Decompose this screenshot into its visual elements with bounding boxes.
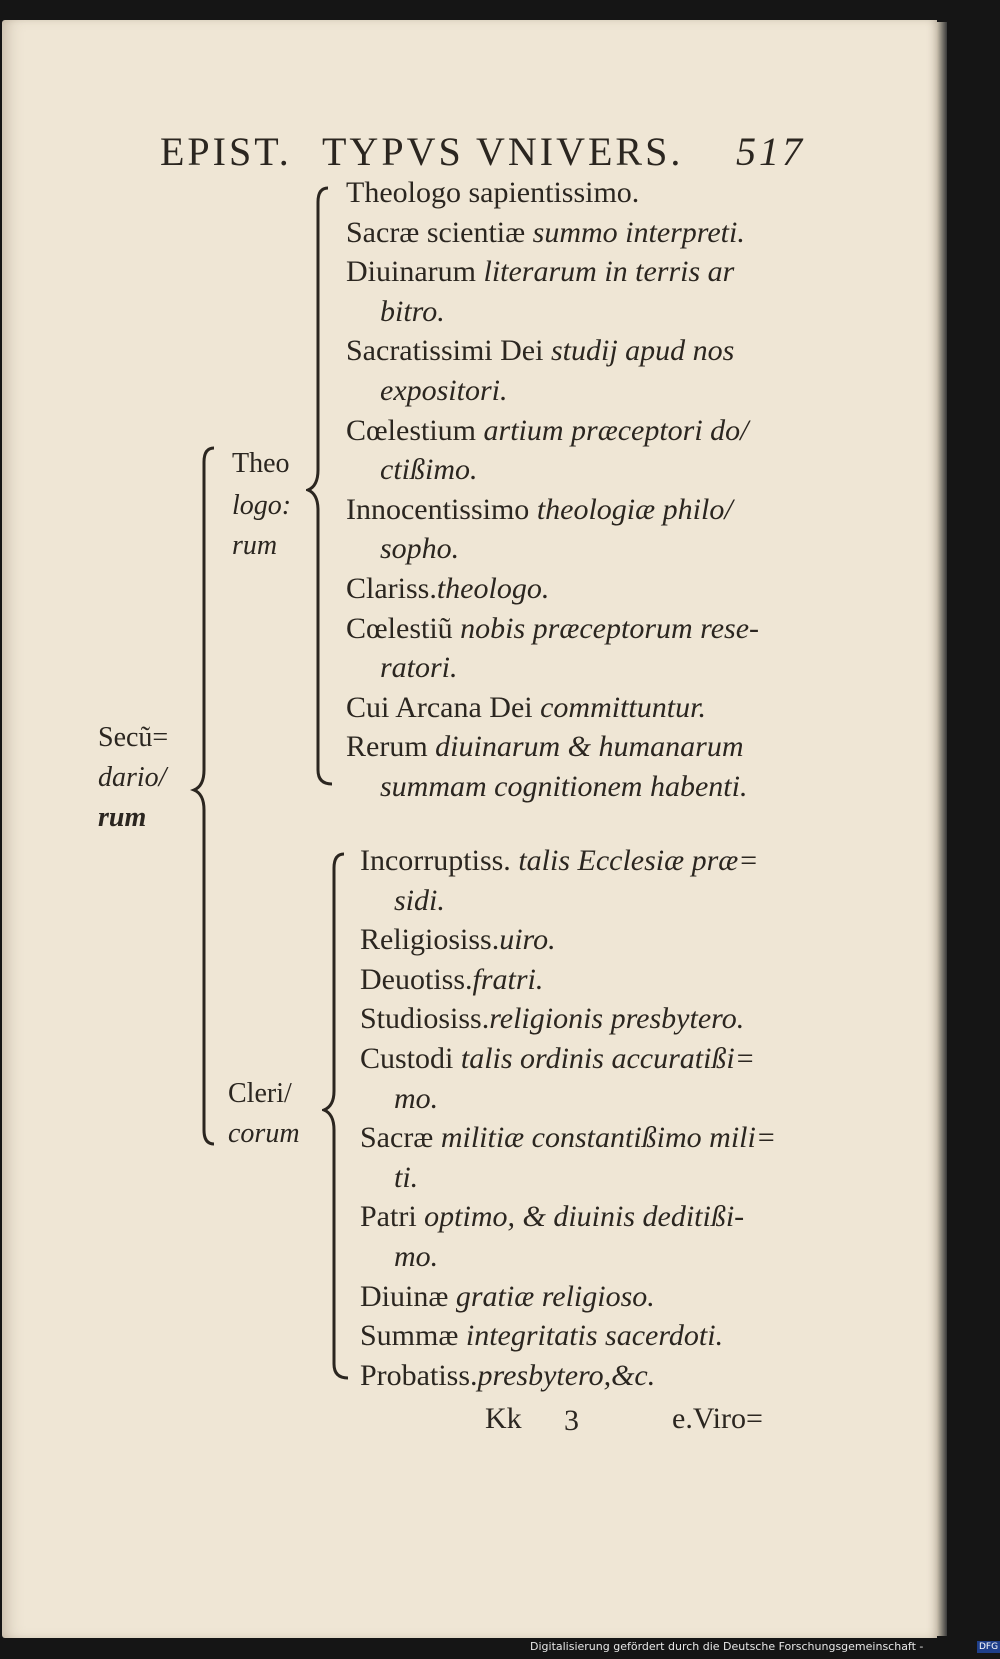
- entry-roman-text: Innocentissimo: [346, 492, 537, 526]
- entry-italic-text: mo.: [394, 1240, 439, 1273]
- entry-line: [360, 1121, 776, 1155]
- entry-italic-text: sopho.: [380, 532, 460, 566]
- entry-roman-text: Patri: [360, 1200, 425, 1234]
- entry-roman-text: Rerum: [346, 730, 436, 764]
- entry-line: [360, 1200, 744, 1234]
- entry-line: [346, 493, 733, 527]
- entry-line: [346, 334, 734, 368]
- entry-italic-text: expositori.: [380, 374, 508, 407]
- entry-line: [360, 1359, 655, 1393]
- entry-roman-text: Sacræ scientiæ: [346, 215, 533, 249]
- entry-italic-text: militiæ constantißimo mili=: [440, 1121, 777, 1155]
- entry-line: [394, 884, 445, 918]
- entry-roman-text: Deuotiss.: [360, 962, 473, 996]
- page-number: 517: [736, 129, 805, 174]
- signature-mark: Kk: [485, 1402, 522, 1435]
- entry-line: [394, 1240, 438, 1274]
- entry-line: [380, 453, 478, 487]
- entry-roman-text: Cœlestium: [346, 413, 484, 447]
- group1-brace: [306, 180, 342, 790]
- entry-roman-text: Diuinarum: [346, 255, 484, 289]
- outer-brace: [190, 440, 230, 1150]
- entry-line: [380, 532, 459, 566]
- group1-label-line1: Theo: [232, 448, 290, 479]
- outer-label-line3: rum: [98, 802, 147, 833]
- entry-line: [346, 572, 549, 606]
- dfg-logo: DFG: [979, 1642, 999, 1652]
- entry-roman-text: Cui Arcana Dei: [346, 690, 541, 724]
- entry-italic-text: bitro.: [380, 294, 445, 328]
- entry-italic-text: theologiæ philo/: [536, 492, 733, 526]
- entry-line: [346, 730, 744, 764]
- entry-roman-text: Probatiss.: [360, 1358, 478, 1392]
- group2-label-line1: Cleri/: [228, 1078, 292, 1109]
- entry-italic-text: ratori.: [380, 651, 458, 685]
- entry-line: [346, 612, 759, 646]
- entry-line: [394, 1082, 438, 1116]
- entry-italic-text: summam cognitionem habenti.: [380, 770, 748, 803]
- entry-line: [380, 374, 508, 408]
- entry-italic-text: ti.: [394, 1160, 419, 1194]
- entry-italic-text: talis Ecclesiæ præ=: [518, 844, 759, 877]
- header-title: TYPVS VNIVERS.: [322, 129, 684, 174]
- entry-line: [360, 963, 543, 997]
- entry-italic-text: ctißimo.: [380, 453, 478, 487]
- entry-italic-text: gratiæ religioso.: [455, 1279, 655, 1313]
- entry-italic-text: presbytero,&c.: [477, 1358, 656, 1392]
- entry-line: [360, 1280, 655, 1314]
- entry-italic-text: uiro.: [499, 923, 556, 957]
- entry-roman-text: Diuinæ: [360, 1279, 456, 1313]
- page-edge: [937, 22, 947, 1636]
- outer-label-line1: Secũ=: [98, 722, 169, 753]
- group1-label-line2: logo:: [232, 490, 292, 521]
- group2-label-line2: corum: [228, 1118, 300, 1149]
- entry-line: [380, 770, 747, 804]
- signature-number: 3: [564, 1404, 579, 1437]
- entry-roman-text: Summæ: [360, 1319, 466, 1353]
- entry-line: [380, 295, 445, 329]
- entry-line: [380, 651, 458, 685]
- digitization-footer: Digitalisierung gefördert durch die Deutsche Forschungsgemeinschaft -: [530, 1640, 924, 1653]
- entry-italic-text: optimo, & diuinis deditißi-: [424, 1200, 745, 1234]
- entry-line: [360, 844, 759, 878]
- entry-italic-text: committuntur.: [540, 690, 706, 724]
- outer-label-line2: dario/: [98, 762, 167, 793]
- entry-roman-text: Custodi: [360, 1042, 461, 1075]
- entry-line: [346, 216, 745, 250]
- entry-roman-text: Sacratissimi Dei: [346, 334, 551, 368]
- entry-line: [346, 176, 639, 210]
- catchword: e.Viro=: [672, 1402, 763, 1435]
- entry-roman-text: Theologo sapientissimo.: [346, 176, 640, 209]
- entry-roman-text: Incorruptiss.: [360, 844, 519, 877]
- entry-line: [360, 1319, 723, 1353]
- entry-italic-text: artium præceptori do/: [483, 413, 749, 447]
- entry-italic-text: literarum in terris ar: [483, 255, 735, 289]
- entry-line: [346, 414, 749, 448]
- entry-italic-text: diuinarum & humanarum: [435, 730, 744, 764]
- entry-line: [394, 1161, 418, 1195]
- entry-line: [346, 691, 706, 725]
- entry-italic-text: summo interpreti.: [532, 215, 745, 249]
- header-left: EPIST.: [160, 129, 292, 174]
- entry-roman-text: Clariss.: [346, 572, 437, 605]
- entry-italic-text: fratri.: [472, 962, 544, 996]
- group2-brace: [322, 846, 358, 1386]
- group1-label-line3: rum: [232, 530, 278, 561]
- entry-italic-text: talis ordinis accuratißi=: [460, 1042, 755, 1075]
- entry-roman-text: Religiosiss.: [360, 923, 500, 957]
- entry-roman-text: Studiosiss.: [360, 1002, 490, 1036]
- entry-line: [360, 1042, 755, 1076]
- entry-italic-text: sidi.: [394, 883, 445, 917]
- entry-italic-text: theologo.: [436, 572, 550, 605]
- entry-italic-text: integritatis sacerdoti.: [465, 1319, 724, 1353]
- entry-italic-text: studij apud nos: [550, 334, 735, 368]
- entry-italic-text: nobis præceptorum rese-: [460, 611, 760, 645]
- entry-line: [360, 923, 556, 957]
- entry-line: [360, 1002, 744, 1036]
- entry-line: [346, 255, 734, 289]
- entry-roman-text: Sacræ: [360, 1121, 441, 1155]
- entry-italic-text: religionis presbytero.: [489, 1002, 745, 1036]
- entry-roman-text: Cœlestiũ: [346, 611, 461, 645]
- entry-italic-text: mo.: [394, 1081, 439, 1115]
